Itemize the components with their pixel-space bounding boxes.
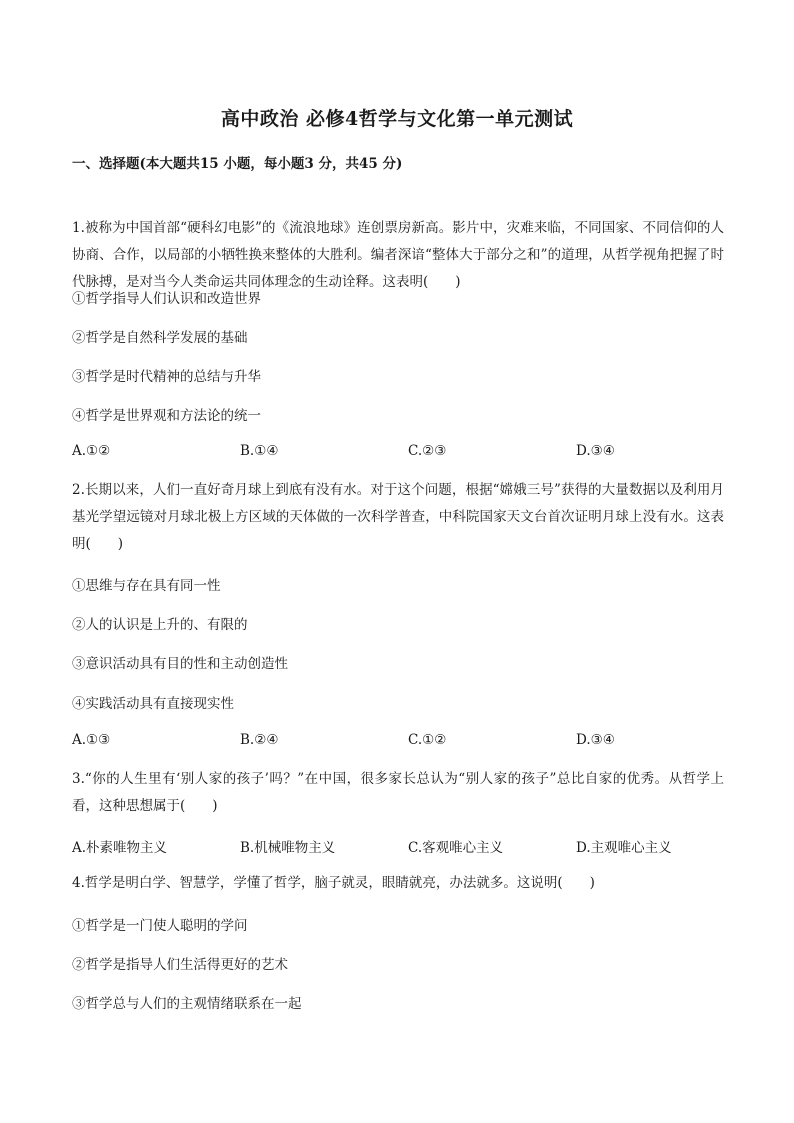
question-1-item-1: ①哲学指导人们认识和改造世界	[72, 291, 261, 307]
question-2-item-4: ④实践活动具有直接现实性	[72, 696, 234, 712]
question-4-item-2: ②哲学是指导人们生活得更好的艺术	[72, 957, 288, 973]
question-2-stem: 2.长期以来，人们一直好奇月球上到底有没有水。对于这个问题，根据“嫦娥三号”获得的大量数据以及利用月基光学望远镜对月球北极上方区域的天体做的一次科学普查，中科院国家天文台首次证明月球上没有水。这表明( )	[72, 482, 724, 552]
section-heading: 一、选择题(本大题共15 小题，每小题3 分，共45 分)	[72, 156, 403, 172]
question-1-item-2: ②哲学是自然科学发展的基础	[72, 330, 248, 346]
question-3-stem: 3.“你的人生里有‘别人家的孩子’吗？”在中国，很多家长总认为“别人家的孩子”总比自家的优秀。从哲学上看，这种思想属于( )	[72, 771, 724, 814]
question-2-option-c: C.①②	[408, 732, 447, 748]
question-3-option-d: D.主观唯心主义	[576, 840, 672, 856]
question-1-option-c: C.②③	[408, 443, 447, 459]
question-2-item-3: ③意识活动具有目的性和主动创造性	[72, 656, 288, 672]
question-2-option-b: B.②④	[240, 732, 279, 748]
question-2-option-d: D.③④	[576, 732, 615, 748]
question-1-stem: 1.被称为中国首部“硬科幻电影”的《流浪地球》连创票房新高。影片中，灾难来临，不同国家、不同信仰的人协商、合作，以局部的小牺牲换来整体的大胜利。编者深谙“整体大于部分之和”的道理，从哲学视角把握了时代脉搏，是对当今人类命运共同体理念的生动诠释。这表明( )	[72, 220, 724, 290]
question-2-item-2: ②人的认识是上升的、有限的	[72, 617, 248, 633]
page-title: 高中政治 必修4哲学与文化第一单元测试	[220, 108, 574, 130]
question-2-item-1: ①思维与存在具有同一性	[72, 578, 221, 594]
question-1-item-4: ④哲学是世界观和方法论的统一	[72, 408, 261, 424]
question-4-stem: 4.哲学是明白学、智慧学，学懂了哲学，脑子就灵，眼睛就亮，办法就多。这说明( )	[72, 875, 595, 891]
question-1-option-d: D.③④	[576, 443, 615, 459]
question-1-option-a: A.①②	[72, 443, 111, 459]
question-2-option-a: A.①③	[72, 732, 111, 748]
question-3-option-c: C.客观唯心主义	[408, 840, 504, 856]
question-4-item-3: ③哲学总与人们的主观情绪联系在一起	[72, 996, 302, 1012]
question-1-item-3: ③哲学是时代精神的总结与升华	[72, 369, 261, 385]
question-4-item-1: ①哲学是一门使人聪明的学问	[72, 918, 248, 934]
question-3-option-b: B.机械唯物主义	[240, 840, 336, 856]
question-1-option-b: B.①④	[240, 443, 279, 459]
question-3-option-a: A.朴素唯物主义	[72, 840, 168, 856]
